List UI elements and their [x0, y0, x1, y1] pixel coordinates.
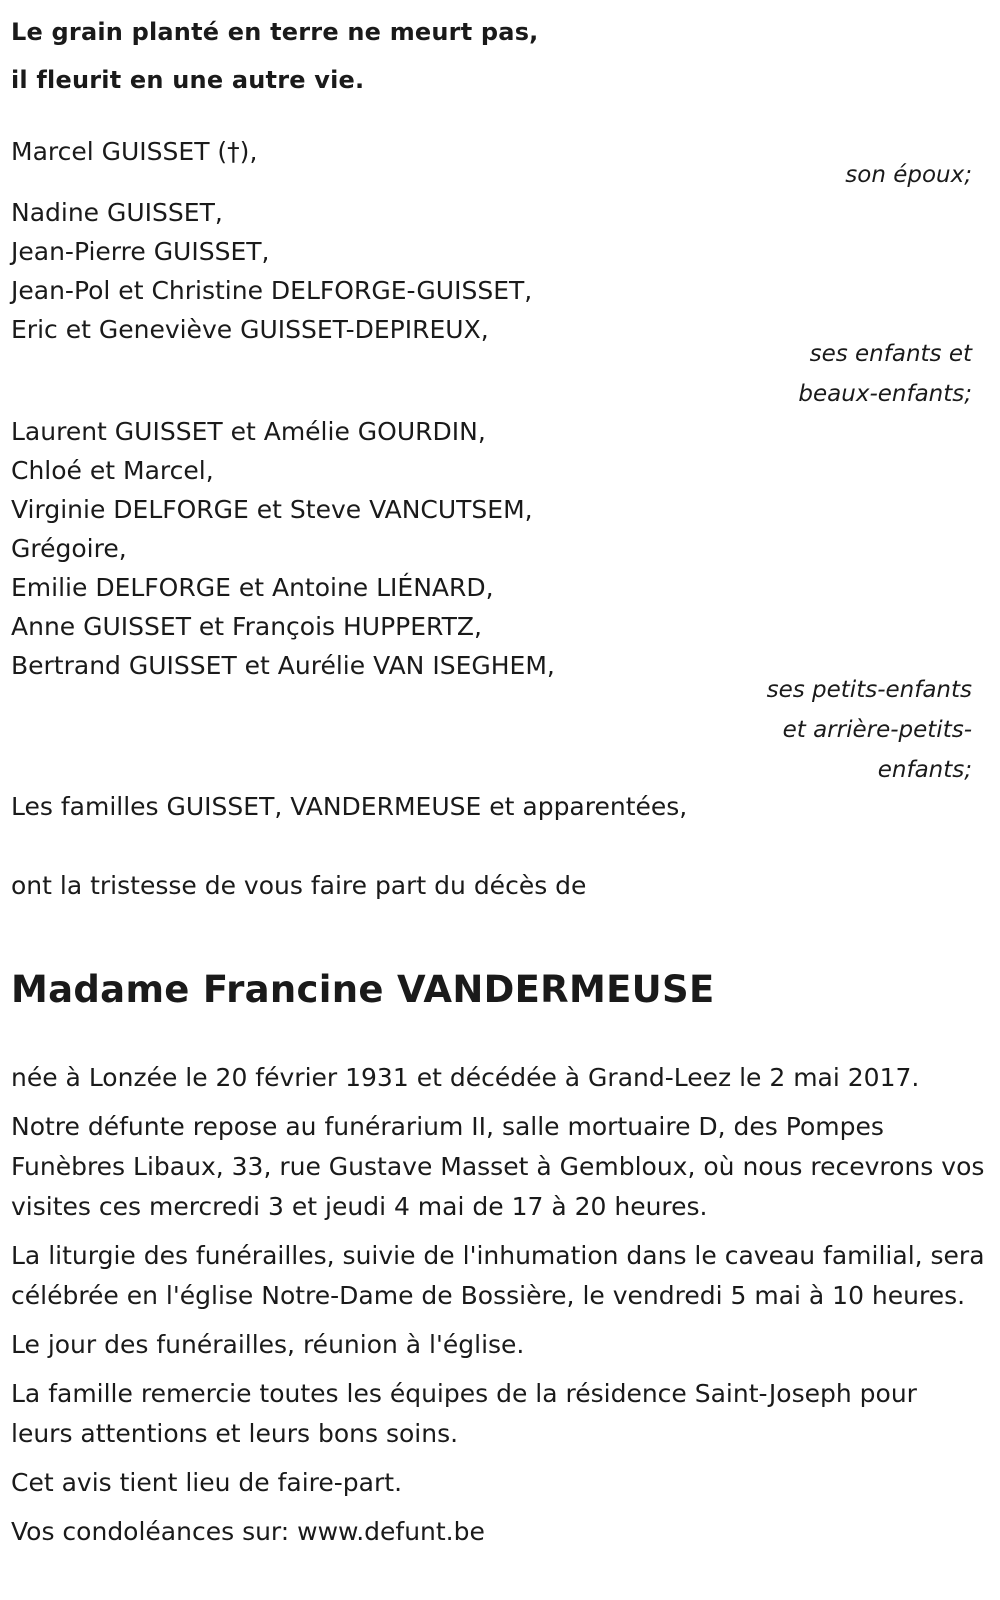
- grandchild-line: Anne GUISSET et François HUPPERTZ,: [11, 612, 482, 641]
- spouse-name: Marcel GUISSET (†),: [11, 137, 258, 166]
- grandchildren-role-line: enfants;: [877, 757, 972, 783]
- birth-death-paragraph: née à Lonzée le 20 février 1931 et décédée à Grand-Leez le 2 mai 2017.: [11, 1063, 920, 1092]
- grandchild-line: Virginie DELFORGE et Steve VANCUTSEM,: [11, 495, 533, 524]
- children-role-line: beaux-enfants;: [798, 381, 972, 407]
- spouse-role: [845, 155, 972, 195]
- announcement-line: ont la tristesse de vous faire part du décès de: [11, 871, 587, 900]
- grandchild-line: Emilie DELFORGE et Antoine LIÉNARD,: [11, 573, 494, 602]
- families-line: Les familles GUISSET, VANDERMEUSE et apparentées,: [11, 792, 688, 821]
- epigraph-line-1: Le grain planté en terre ne meurt pas,: [11, 18, 539, 46]
- grandchild-line: Grégoire,: [11, 534, 127, 563]
- grandchild-line: Chloé et Marcel,: [11, 456, 214, 485]
- grandchildren-role-line: ses petits-enfants: [766, 677, 972, 703]
- epigraph-line-2: il fleurit en une autre vie.: [11, 66, 365, 94]
- condolences-paragraph: Vos condoléances sur: www.defunt.be: [11, 1517, 485, 1546]
- notice-paragraph: Cet avis tient lieu de faire-part.: [11, 1468, 403, 1497]
- grandchild-line: Laurent GUISSET et Amélie GOURDIN,: [11, 417, 486, 446]
- details: [11, 1058, 986, 1561]
- funeral-paragraph: La liturgie des funérailles, suivie de l'inhumation dans le caveau familial, sera célébrée en l'église Notre-Dame de Bossière, le vendredi 5 mai à 10 heures.: [11, 1241, 985, 1310]
- child-line: Nadine GUISSET,: [11, 198, 223, 227]
- visitation-paragraph: Notre défunte repose au funérarium II, salle mortuaire D, des Pompes Funèbres Libaux, 33, rue Gustave Masset à Gembloux, où nous recevrons vos visites ces mercredi 3 et jeudi 4 mai de 17 à 20 heures.: [11, 1112, 985, 1221]
- gathering-paragraph: Le jour des funérailles, réunion à l'église.: [11, 1330, 525, 1359]
- children-role: [798, 334, 972, 414]
- thanks-paragraph: La famille remercie toutes les équipes de la résidence Saint-Joseph pour leurs attentions et leurs bons soins.: [11, 1379, 917, 1448]
- child-line: Jean-Pol et Christine DELFORGE-GUISSET,: [11, 276, 533, 305]
- child-line: Jean-Pierre GUISSET,: [11, 237, 270, 266]
- spouse-role-text: son époux;: [845, 162, 972, 188]
- grandchildren-role: [767, 670, 972, 790]
- grandchildren-role-line: et arrière-petits-: [782, 717, 972, 743]
- children-role-line: ses enfants et: [809, 341, 972, 367]
- epigraph: [11, 8, 539, 104]
- grandchild-line: Bertrand GUISSET et Aurélie VAN ISEGHEM,: [11, 651, 555, 680]
- deceased-name: Madame Francine VANDERMEUSE: [11, 968, 715, 1011]
- child-line: Eric et Geneviève GUISSET-DEPIREUX,: [11, 315, 489, 344]
